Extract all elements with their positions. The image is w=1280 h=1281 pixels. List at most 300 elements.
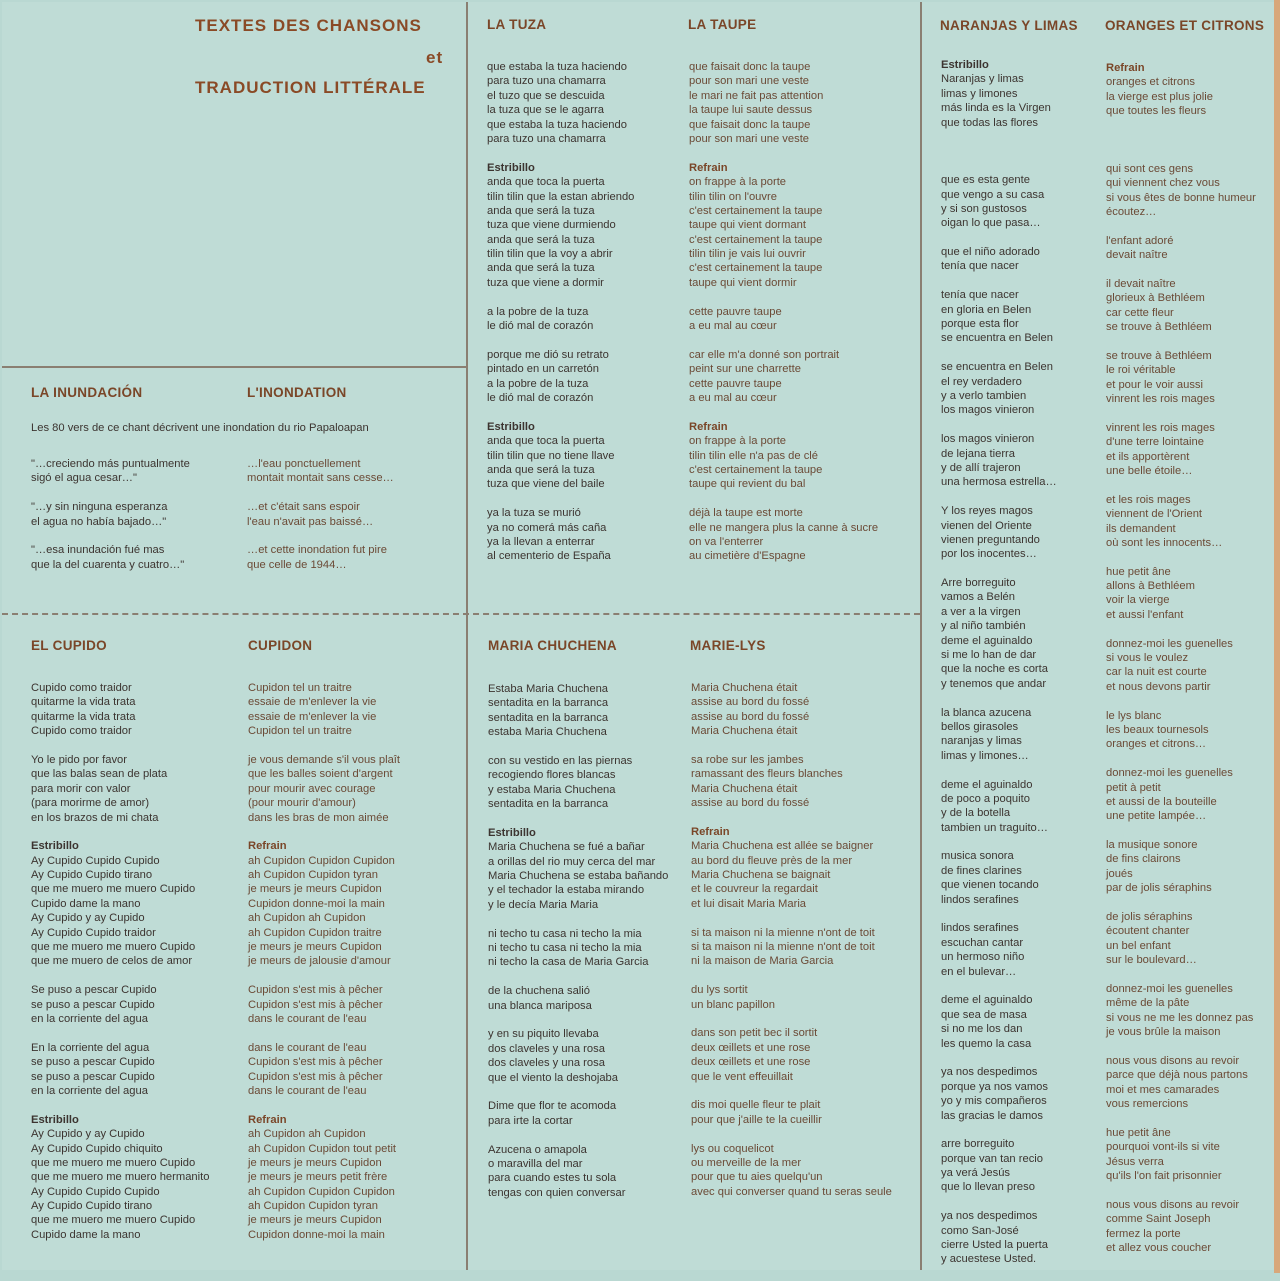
lyric-line: que me muero me muero hermanito	[31, 1171, 210, 1184]
lyric-line: dans son petit bec il sortit	[691, 1027, 818, 1040]
refrain-label: Refrain	[689, 161, 728, 174]
page-title-line2: et	[426, 48, 444, 67]
lyric-line: que vienen tocando	[941, 879, 1039, 892]
stanza	[689, 506, 878, 564]
lyric-line: Maria Chuchena était	[691, 725, 798, 738]
lyric-line: tenía que nacer	[941, 289, 1019, 302]
lyric-line: quitarme la vida trata	[31, 696, 136, 709]
stanza	[1106, 565, 1256, 623]
lyric-line: a eu mal au cœur	[689, 391, 777, 404]
lyric-line: un bel enfant	[1106, 939, 1171, 952]
stanza	[691, 1026, 892, 1084]
lyric-line: assise au bord du fossé	[691, 797, 810, 810]
lyric-line: Ay Cupido Cupido tirano	[31, 1200, 153, 1213]
lyric-line: a la pobre de la tuza	[487, 377, 589, 390]
sleeve-edge	[1274, 0, 1280, 1273]
lyric-line: je meurs je meurs Cupidon	[248, 941, 382, 954]
lyric-line: les beaux tournesols	[1106, 723, 1209, 736]
lyric-line: Y los reyes magos	[941, 505, 1033, 518]
stanza	[488, 1099, 668, 1128]
lyric-line: peint sur une charrette	[689, 363, 801, 376]
lyric-line: los magos vinieron	[941, 433, 1035, 446]
tuza-title-fr: LA TAUPE	[688, 17, 757, 32]
lyric-line: escuchan cantar	[941, 936, 1024, 949]
lyric-line: a ver a la virgen	[941, 605, 1021, 618]
lyric-line: Dime que flor te acomoda	[488, 1100, 617, 1113]
refrain-label: Refrain	[691, 825, 730, 838]
lyric-line: para cuando estes tu sola	[488, 1172, 617, 1185]
lyric-line: deme el aguinaldo	[941, 778, 1033, 791]
lyric-line: Yo le pido por favor	[31, 753, 127, 766]
lyric-line: ya verá Jesús	[941, 1167, 1011, 1180]
lyric-line: l'enfant adoré	[1106, 234, 1174, 247]
stanza	[248, 839, 400, 969]
lyric-line: essaie de m'enlever la vie	[248, 710, 377, 723]
lyric-line: porque ya nos vamos	[941, 1080, 1048, 1093]
lyric-line: Cupidon s'est mis à pêcher	[248, 998, 383, 1011]
lyric-line: fermez la porte	[1106, 1227, 1181, 1240]
stanza	[1106, 1198, 1256, 1256]
lyric-line: tilin tilin que no tiene llave	[487, 449, 615, 462]
stanza	[488, 984, 668, 1013]
lyric-line: limas y limones…	[941, 749, 1029, 762]
lyric-line: donnez-moi les guenelles	[1106, 767, 1233, 780]
lyric-line: que sea de masa	[941, 1008, 1027, 1021]
inundacion-es: "…creciendo más puntualmente sigó el agua cesar…" "…y sin ninguna esperanza el agua no había bajado…" "…esa inundación fué mas que la del cuarenta y cuatro…"	[31, 458, 190, 571]
lyric-line: de jolis séraphins	[1106, 911, 1193, 924]
lyric-line: oranges et citrons…	[1106, 738, 1207, 751]
lyric-line: Cupidon tel un traitre	[248, 682, 352, 694]
lyric-line: y a verlo tambien	[941, 389, 1027, 402]
stanza	[941, 432, 1057, 490]
refrain-label: Estribillo	[487, 161, 535, 174]
lyric-line: Maria Chuchena se baignait	[691, 869, 831, 882]
lyric-line: déjà la taupe est morte	[689, 507, 803, 520]
stanza	[941, 504, 1057, 562]
lyric-line: essaie de m'enlever la vie	[248, 696, 377, 709]
lyric-line: recogiendo flores blancas	[488, 769, 616, 782]
lyric-line: écoutez…	[1106, 205, 1157, 218]
lyric-line: si vous ne me les donnez pas	[1106, 1011, 1254, 1024]
lyric-line: Naranjas y limas	[941, 73, 1024, 86]
stanza	[941, 576, 1057, 691]
lyric-line: Cupido dame la mano	[31, 1228, 141, 1241]
lyric-line: que es esta gente	[941, 174, 1030, 187]
lyric-line: y tenemos que andar	[941, 677, 1047, 690]
lyric-line: a eu mal au cœur	[689, 320, 777, 333]
lyric-line: viennent de l'Orient	[1106, 508, 1203, 521]
lyric-line: que estaba la tuza haciendo	[487, 61, 627, 73]
lyric-line: lindos serafines	[941, 893, 1019, 906]
lyric-line: joués	[1106, 867, 1133, 880]
lyric-line: Arre borreguito	[941, 577, 1016, 590]
lyric-line: pour mourir avec courage	[248, 782, 376, 795]
lyric-line: dos claveles y una rosa	[488, 1042, 605, 1055]
stanza	[691, 926, 892, 969]
lyric-line: que faisait donc la taupe	[689, 118, 811, 131]
lyric-line: sentadita en la barranca	[488, 798, 609, 811]
lyric-line: de fins clairons	[1106, 853, 1181, 866]
lyric-line: para morir con valor	[31, 782, 131, 795]
lyric-line: que el viento la deshojaba	[488, 1071, 619, 1084]
lyric-line: car elle m'a donné son portrait	[689, 348, 840, 361]
lyric-line: si ta maison ni la mienne n'ont de toit	[691, 926, 875, 939]
lyric-line: glorieux à Bethléem	[1106, 292, 1205, 305]
lyric-line: vinrent les rois mages	[1106, 421, 1215, 434]
lyric-line: se trouve à Bethléem	[1106, 349, 1212, 362]
lyric-line: ou merveille de la mer	[691, 1156, 802, 1169]
lyric-line: tuza que viene durmiendo	[487, 219, 616, 232]
lyric-line: je vous brûle la maison	[1106, 1026, 1221, 1039]
lyric-line: ya no comerá más caña	[487, 521, 607, 534]
stanza	[31, 1041, 209, 1099]
lyric-line: que me muero de celos de amor	[31, 955, 193, 968]
lyric-line: limas y limones	[941, 87, 1018, 100]
lyric-line: et aussi de la bouteille	[1106, 795, 1217, 808]
lyric-line: pintado en un carretón	[487, 363, 599, 376]
cupido-title-es: EL CUPIDO	[31, 638, 107, 653]
lyric-line: tuza que viene a dormir	[487, 276, 604, 289]
stanza	[1106, 349, 1256, 407]
lyric-line: Estaba Maria Chuchena	[488, 683, 609, 695]
lyric-line: Se puso a pescar Cupido	[31, 984, 157, 997]
divider-horizontal-1	[2, 366, 466, 368]
lyric-line: el tuzo que se descuida	[487, 89, 605, 102]
chuchena-title-es: MARIA CHUCHENA	[488, 638, 617, 653]
lyric-line: de fines clarines	[941, 864, 1022, 877]
lyric-line: au bord du fleuve près de la mer	[691, 854, 853, 867]
stanza	[941, 58, 1057, 130]
lyric-line: Cupidon s'est mis à pêcher	[248, 1056, 383, 1069]
lyric-line: du lys sortit	[691, 984, 748, 997]
stanza	[487, 506, 634, 564]
lyric-line: y al niño también	[941, 620, 1026, 633]
lyric-line: se puso a pescar Cupido	[31, 1070, 155, 1083]
lyric-line	[941, 144, 1057, 158]
stanza	[248, 1113, 400, 1243]
lyric-line: en gloria en Belen	[941, 303, 1032, 316]
lyric-line: je meurs je meurs petit frère	[248, 1171, 388, 1184]
lyric-line: en la corriente del agua	[31, 1084, 148, 1097]
refrain-label: Estribillo	[487, 420, 535, 433]
stanza	[1106, 277, 1256, 335]
lyric-line: la taupe lui saute dessus	[689, 104, 813, 117]
refrain-label: Refrain	[248, 840, 287, 853]
lyric-line: et nous devons partir	[1106, 680, 1211, 693]
inundacion-title-es: LA INUNDACIÓN	[31, 385, 143, 400]
lyric-line: pour que tu aies quelqu'un	[691, 1171, 823, 1184]
lyric-line: Maria Chuchena se fué a bañar	[488, 841, 645, 854]
stanza	[691, 753, 892, 811]
lyric-line: taupe qui vient dormant	[689, 219, 806, 232]
stanza	[689, 60, 878, 146]
refrain-label: Refrain	[248, 1113, 287, 1126]
lyric-line: si vous êtes de bonne humeur	[1106, 191, 1256, 204]
stanza	[488, 1027, 668, 1085]
lyric-line: ya la llevan a enterrar	[487, 535, 595, 548]
refrain-label: Estribillo	[31, 1113, 79, 1126]
stanza	[1106, 910, 1256, 968]
lyric-line: je meurs je meurs Cupidon	[248, 1214, 382, 1227]
lyric-line: (pour mourir d'amour)	[248, 797, 356, 810]
naranjas-es	[941, 58, 1057, 1281]
lyric-line: lindos serafines	[941, 922, 1019, 935]
lyric-line: et pour le voir aussi	[1106, 378, 1204, 391]
lyric-line: pour que j'aille te la cueillir	[691, 1113, 822, 1126]
lyric-line: si ta maison ni la mienne n'ont de toit	[691, 941, 875, 954]
lyric-line: anda que será la tuza	[487, 463, 595, 476]
lyric-line: assise au bord du fossé	[691, 710, 810, 723]
lyric-line: tambien un traguito…	[941, 821, 1048, 834]
lyric-line: cette pauvre taupe	[689, 377, 782, 390]
lyric-line: hue petit âne	[1106, 1126, 1171, 1139]
lyric-line: pour son mari une veste	[689, 132, 810, 145]
naranjas-fr	[1106, 61, 1256, 1270]
chuchena-fr	[691, 681, 892, 1213]
lyric-line: ah Cupidon Cupidon tout petit	[248, 1142, 397, 1155]
lyric-line: ni la maison de Maria Garcia	[691, 955, 834, 968]
lyric-line: ramassant des fleurs blanches	[691, 768, 843, 781]
lyric-line: para tuzo una chamarra	[487, 132, 606, 145]
lyric-line: ah Cupidon Cupidon Cupidon	[248, 1185, 395, 1198]
naranjas-title-es: NARANJAS Y LIMAS	[940, 18, 1078, 33]
lyric-line: lys ou coquelicot	[691, 1142, 774, 1155]
lyric-line: que me muero me muero Cupido	[31, 941, 196, 954]
lyric-line: musica sonora	[941, 850, 1014, 863]
lyric-line: Ay Cupido Cupido Cupido	[31, 854, 160, 867]
tuza-title-es: LA TUZA	[487, 17, 547, 32]
lyric-line: la musique sonore	[1106, 839, 1198, 852]
stanza	[941, 360, 1057, 418]
lyric-line: anda que toca la puerta	[487, 435, 605, 448]
lyric-line: deme el aguinaldo	[941, 994, 1033, 1007]
lyric-line: una hermosa estrella…	[941, 476, 1057, 489]
lyric-line: nous vous disons au revoir	[1106, 1198, 1240, 1211]
inundacion-intro: Les 80 vers de ce chant décrivent une inondation du rio Papaloapan	[31, 422, 369, 434]
stanza	[691, 983, 892, 1012]
lyric-line: una blanca mariposa	[488, 999, 592, 1012]
lyric-line: car la nuit est courte	[1106, 666, 1207, 679]
lyric-line: le dió mal de corazón	[487, 391, 594, 404]
lyric-line: y le decía Maria Maria	[488, 898, 599, 911]
lyric-line: ah Cupidon ah Cupidon	[248, 912, 366, 925]
page-title-line3: TRADUCTION LITTÉRALE	[195, 78, 426, 97]
lyric-line: c'est certainement la taupe	[689, 262, 823, 275]
lyric-line: al cementerio de España	[487, 550, 611, 563]
stanza	[1106, 709, 1256, 752]
inundacion-title-fr: L'INONDATION	[247, 385, 347, 400]
lyric-line: ni techo tu casa ni techo la mia	[488, 942, 642, 955]
lyric-line: c'est certainement la taupe	[689, 233, 823, 246]
lyric-line: bellos girasoles	[941, 720, 1019, 733]
refrain-label: Estribillo	[488, 826, 536, 839]
lyric-line: une belle étoile…	[1106, 464, 1193, 477]
stanza	[689, 348, 878, 406]
lyric-line: y el techador la estaba mirando	[488, 884, 645, 897]
lyric-line: Cupidon s'est mis à pêcher	[248, 1070, 383, 1083]
stanza	[1106, 982, 1256, 1040]
lyric-line: c'est certainement la taupe	[689, 463, 823, 476]
lyric-line: y acuestese Usted.	[941, 1253, 1037, 1266]
lyric-line: que le vent effeuillait	[691, 1070, 793, 1083]
lyric-line: le mari ne fait pas attention	[689, 89, 824, 102]
lyric-line: si me lo han de dar	[941, 649, 1037, 662]
lyric-line: arre borreguito	[941, 1138, 1015, 1151]
lyric-line: si vous le voulez	[1106, 652, 1189, 665]
stanza	[31, 753, 209, 825]
lyric-line: et allez vous coucher	[1106, 1242, 1212, 1255]
stanza	[488, 927, 668, 970]
lyric-line: a orillas del rio muy cerca del mar	[488, 855, 656, 868]
lyric-line: assise au bord du fossé	[691, 696, 810, 709]
lyric-line: cierre Usted la puerta	[941, 1239, 1048, 1252]
lyric-line: vous remercions	[1106, 1098, 1189, 1111]
stanza	[487, 305, 634, 334]
stanza	[1106, 1054, 1256, 1112]
lyric-line: Maria Chuchena se estaba bañando	[488, 870, 669, 883]
lyric-line: si no me los dan	[941, 1023, 1023, 1036]
chuchena-es	[488, 682, 668, 1214]
lyric-line: vienen del Oriente	[941, 519, 1032, 532]
lyric-line: vinrent les rois mages	[1106, 392, 1215, 405]
stanza	[941, 1209, 1057, 1267]
lyric-line: con su vestido en las piernas	[488, 754, 633, 767]
lyric-line: que me muero me muero Cupido	[31, 1156, 196, 1169]
lyric-line: ah Cupidon Cupidon Cupidon	[248, 854, 395, 867]
lyric-line: que el niño adorado	[941, 246, 1040, 259]
lyric-line: ils demandent	[1106, 522, 1176, 535]
lyric-line: ya la tuza se murió	[487, 507, 581, 520]
stanza	[1106, 162, 1256, 220]
lyric-line: hue petit âne	[1106, 565, 1171, 578]
lyric-line: Cupido como traidor	[31, 682, 132, 694]
lyric-line: Ay Cupido Cupido traidor	[31, 926, 156, 939]
lyric-line: on frappe à la porte	[689, 435, 787, 448]
lyric-line: Cupido como traidor	[31, 725, 132, 738]
lyric-line: Cupidon s'est mis à pêcher	[248, 984, 383, 997]
stanza	[488, 682, 668, 740]
lyric-line: que les balles soient d'argent	[248, 768, 393, 781]
lyric-line: elle ne mangera plus la canne à sucre	[689, 521, 879, 534]
lyric-line: vamos a Belén	[941, 591, 1016, 604]
stanza	[487, 420, 634, 492]
stanza	[941, 921, 1057, 979]
lyric-line: pourquoi vont-ils si vite	[1106, 1141, 1220, 1154]
lyric-line: vienen preguntando	[941, 533, 1040, 546]
lyric-line: tilin tilin que la estan abriendo	[487, 190, 635, 203]
lyric-line: porque van tan recio	[941, 1152, 1043, 1165]
lyric-line: de la chuchena salió	[488, 985, 591, 998]
lyric-line: que lo llevan preso	[941, 1181, 1035, 1194]
lyric-line: Azucena o amapola	[488, 1143, 587, 1156]
refrain-label: Refrain	[1106, 62, 1145, 74]
lyric-line: qui sont ces gens	[1106, 162, 1194, 175]
lyric-line: yo y mis compañeros	[941, 1095, 1047, 1108]
lyric-line: je meurs de jalousie d'amour	[248, 955, 391, 968]
lyric-line: pour son mari une veste	[689, 75, 810, 88]
lyric-line: dis moi quelle fleur te plait	[691, 1099, 821, 1112]
lyric-line: en la corriente del agua	[31, 1012, 148, 1025]
lyric-line: et ils apportèrent	[1106, 450, 1190, 463]
stanza	[941, 993, 1057, 1051]
lyric-line: quitarme la vida trata	[31, 710, 136, 723]
lyric-line: y en su piquito llevaba	[488, 1028, 599, 1041]
inundacion-fr: …l'eau ponctuellement montait montait sans cesse… …et c'était sans espoir l'eau n'avait pas baissé… …et cette inondation fut pire que celle de 1944…	[247, 458, 394, 571]
lyric-line: la blanca azucena	[941, 706, 1032, 719]
lyric-line: voir la vierge	[1106, 594, 1170, 607]
lyric-line: les quemo la casa	[941, 1037, 1032, 1050]
stanza	[1106, 61, 1256, 119]
lyric-line: estaba Maria Chuchena	[488, 726, 607, 739]
lyric-line: je meurs je meurs Cupidon	[248, 883, 382, 896]
divider-vertical-1	[466, 2, 468, 1270]
stanza	[487, 60, 634, 146]
stanza	[1106, 421, 1256, 479]
lyric-line: tenía que nacer	[941, 260, 1019, 273]
lyric-line: Maria Chuchena est allée se baigner	[691, 840, 874, 853]
lyric-line: más linda es la Virgen	[941, 102, 1051, 115]
lyric-line: cette pauvre taupe	[689, 305, 782, 318]
lyric-line: tilin tilin on l'ouvre	[689, 190, 777, 203]
refrain-label: Estribillo	[31, 840, 79, 853]
lyric-line: c'est certainement la taupe	[689, 204, 823, 217]
lyric-line: qu'ils l'on fait prisonnier	[1106, 1170, 1222, 1183]
lyric-line: la vierge est plus jolie	[1106, 90, 1213, 103]
lyric-line: dans le courant de l'eau	[248, 1084, 367, 1097]
lyric-line: le roi véritable	[1106, 364, 1176, 377]
lyric-line: anda que será la tuza	[487, 233, 595, 246]
lyric-line: que la noche es corta	[941, 663, 1048, 676]
lyric-line: que me muero me muero Cupido	[31, 883, 196, 896]
stanza	[31, 839, 209, 969]
lyric-line: porque esta flor	[941, 318, 1019, 331]
lyric-line: que toutes les fleurs	[1106, 105, 1207, 118]
lyric-line: naranjas y limas	[941, 735, 1022, 748]
lyric-line: ya nos despedimos	[941, 1210, 1038, 1223]
divider-dashed	[2, 613, 920, 615]
stanza	[488, 826, 668, 912]
lyric-line: au cimetière d'Espagne	[689, 550, 806, 563]
lyric-line: se trouve à Bethléem	[1106, 321, 1212, 334]
lyric-line: Cupidon tel un traitre	[248, 725, 352, 738]
lyric-line: devait naître	[1106, 249, 1168, 262]
lyric-line: y estaba Maria Chuchena	[488, 783, 616, 796]
page-title-line1: TEXTES DES CHANSONS	[195, 16, 422, 35]
lyric-line: tilin tilin elle n'a pas de clé	[689, 449, 819, 462]
lyric-line: y de la botella	[941, 807, 1011, 820]
lyric-line: Ay Cupido Cupido tirano	[31, 869, 153, 882]
lyric-line: taupe qui revient du bal	[689, 478, 806, 491]
lyric-line: je vous demande s'il vous plaît	[248, 753, 401, 766]
lyric-line: se puso a pescar Cupido	[31, 1056, 155, 1069]
stanza	[248, 753, 400, 825]
lyric-line: o maravilla del mar	[488, 1157, 583, 1170]
lyric-line: Cupido dame la mano	[31, 897, 141, 910]
lyric-line: de lejana tierra	[941, 447, 1016, 460]
lyric-line: sentadita en la barranca	[488, 697, 609, 710]
stanza	[248, 1041, 400, 1099]
stanza	[487, 348, 634, 406]
lyric-line: se encuentra en Belen	[941, 332, 1053, 345]
lyric-line: avec qui converser quand tu seras seule	[691, 1185, 892, 1198]
lyric-line: oranges et citrons	[1106, 76, 1195, 89]
lyric-line: tuza que viene del baile	[487, 478, 605, 491]
lyric-line: y de allí trajeron	[941, 461, 1021, 474]
lyric-line: anda que será la tuza	[487, 204, 595, 217]
stanza	[1106, 1126, 1256, 1184]
lyric-line: oigan lo que pasa…	[941, 217, 1041, 230]
stanza	[1106, 493, 1256, 551]
